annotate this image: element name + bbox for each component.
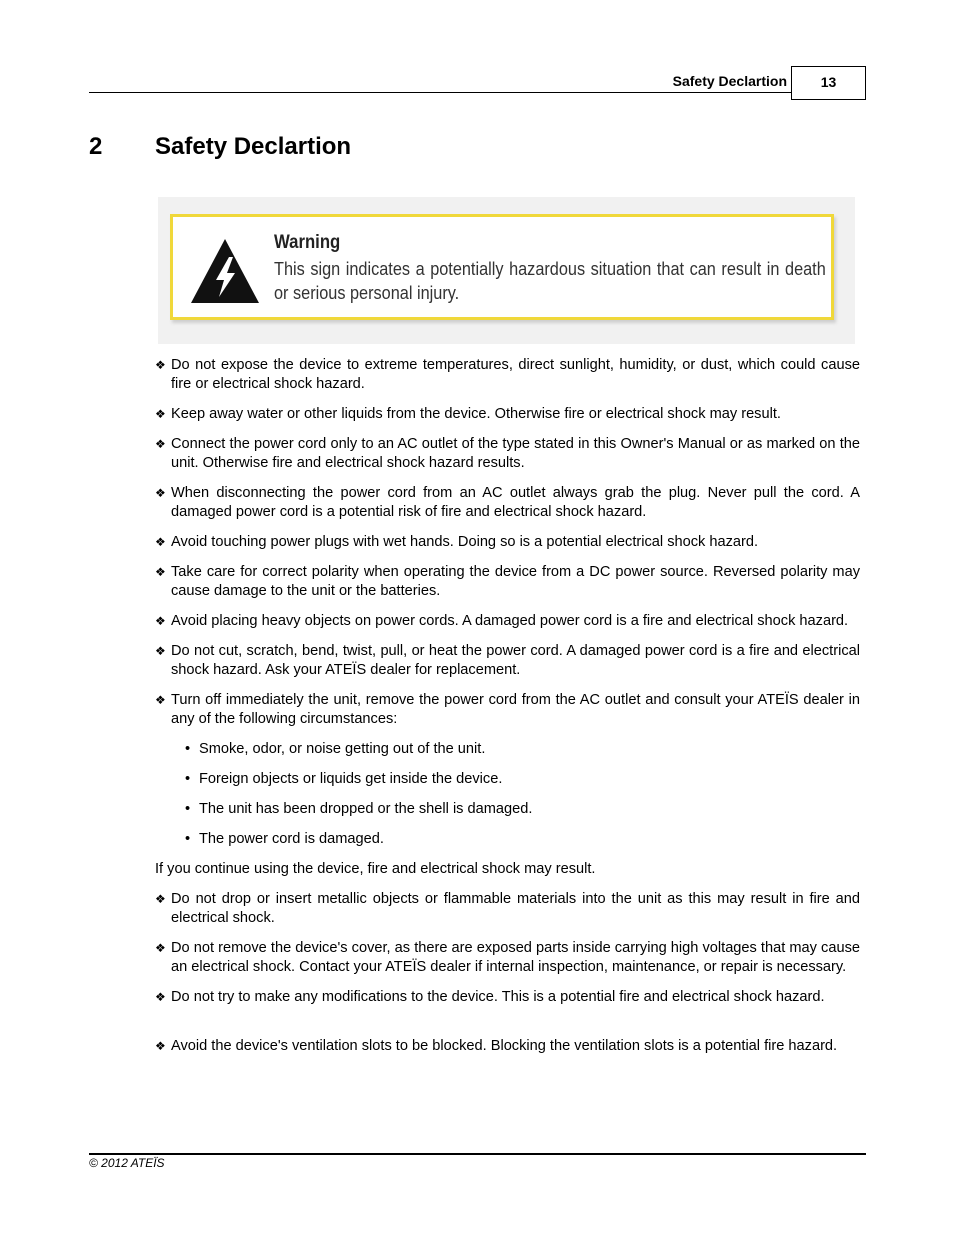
list-item (155, 435, 860, 473)
dot-bullet-icon: • (185, 741, 191, 757)
diamond-bullet-icon: ❖ (155, 486, 166, 500)
chapter-title: Safety Declartion (155, 133, 352, 160)
list-item (155, 405, 860, 424)
dot-bullet-icon: • (185, 771, 191, 787)
diamond-bullet-icon: ❖ (155, 535, 166, 549)
item-text: When disconnecting the power cord from an AC outlet always grab the plug. Never pull the cord. A damaged power cord is a potential risk of fire and electrical shock hazard. (171, 485, 860, 520)
list-item (155, 988, 860, 1007)
page-number: 13 (791, 66, 866, 100)
diamond-bullet-icon: ❖ (155, 407, 166, 421)
list-item (155, 563, 860, 601)
list-item (155, 612, 860, 631)
diamond-bullet-icon: ❖ (155, 1039, 166, 1053)
footer-rule (89, 1153, 866, 1155)
chapter-number: 2 (89, 133, 103, 160)
item-text: Turn off immediately the unit, remove the power cord from the AC outlet and consult your ATEÏS dealer in any of the following circumstances: (171, 692, 860, 727)
list-item (155, 484, 860, 522)
list-item (155, 890, 860, 928)
diamond-bullet-icon: ❖ (155, 892, 166, 906)
diamond-bullet-icon: ❖ (155, 565, 166, 579)
circumstance-item (155, 830, 860, 849)
diamond-bullet-icon: ❖ (155, 358, 166, 372)
item-text: Do not cut, scratch, bend, twist, pull, or heat the power cord. A damaged power cord is a fire and electrical shock hazard. Ask your ATEÏS dealer for replacement. (171, 643, 860, 678)
list-item (155, 939, 860, 977)
safety-content (155, 356, 860, 1067)
circumstance-item (155, 740, 860, 759)
list-item (155, 642, 860, 680)
circumstance-text: The power cord is damaged. (199, 831, 384, 847)
item-text: Take care for correct polarity when operating the device from a DC power source. Reversed polarity may cause damage to the unit or the batteries. (171, 564, 860, 599)
diamond-bullet-icon: ❖ (155, 990, 166, 1004)
warning-heading: Warning (274, 232, 341, 253)
dot-bullet-icon: • (185, 831, 191, 847)
running-header-title: Safety Declartion (672, 73, 787, 89)
continue-note: If you continue using the device, fire and electrical shock may result. (155, 861, 596, 877)
circumstance-text: Foreign objects or liquids get inside the device. (199, 771, 503, 787)
diamond-bullet-icon: ❖ (155, 644, 166, 658)
diamond-bullet-icon: ❖ (155, 693, 166, 707)
item-text: Avoid the device's ventilation slots to be blocked. Blocking the ventilation slots is a potential fire hazard. (171, 1038, 838, 1054)
list-item (155, 533, 860, 552)
circumstance-text: The unit has been dropped or the shell is damaged. (199, 801, 533, 817)
item-text: Do not drop or insert metallic objects or flammable materials into the unit as this may result in fire and electrical shock. (171, 891, 860, 926)
diamond-bullet-icon: ❖ (155, 614, 166, 628)
dot-bullet-icon: • (185, 801, 191, 817)
warning-box (170, 214, 834, 320)
item-text: Do not try to make any modifications to the device. This is a potential fire and electrical shock hazard. (171, 989, 825, 1005)
warning-image (158, 197, 855, 344)
list-item (155, 356, 860, 394)
footer-copyright: © 2012 ATEÏS (89, 1156, 165, 1170)
header-rule (89, 92, 791, 93)
item-text: Avoid placing heavy objects on power cords. A damaged power cord is a fire and electrical shock hazard. (171, 613, 849, 629)
high-voltage-icon (189, 235, 261, 307)
warning-text: This sign indicates a potentially hazardous situation that can result in death or serious personal injury. (274, 258, 826, 303)
circumstance-item (155, 770, 860, 789)
circumstance-text: Smoke, odor, or noise getting out of the unit. (199, 741, 486, 757)
list-item (155, 1037, 860, 1056)
item-text: Connect the power cord only to an AC outlet of the type stated in this Owner's Manual or as marked on the unit. Otherwise fire and electrical shock hazard results. (171, 436, 860, 471)
item-text: Avoid touching power plugs with wet hands. Doing so is a potential electrical shock hazard. (171, 534, 759, 550)
list-item (155, 691, 860, 729)
item-text: Do not remove the device's cover, as there are exposed parts inside carrying high voltages that may cause an electrical shock. Contact your ATEÏS dealer if internal inspection, maintenance, or repair is necessary. (171, 940, 860, 975)
circumstance-item (155, 800, 860, 819)
diamond-bullet-icon: ❖ (155, 941, 166, 955)
diamond-bullet-icon: ❖ (155, 437, 166, 451)
item-text: Keep away water or other liquids from the device. Otherwise fire or electrical shock may result. (171, 406, 781, 422)
item-text: Do not expose the device to extreme temperatures, direct sunlight, humidity, or dust, which could cause fire or electrical shock hazard. (171, 357, 860, 392)
